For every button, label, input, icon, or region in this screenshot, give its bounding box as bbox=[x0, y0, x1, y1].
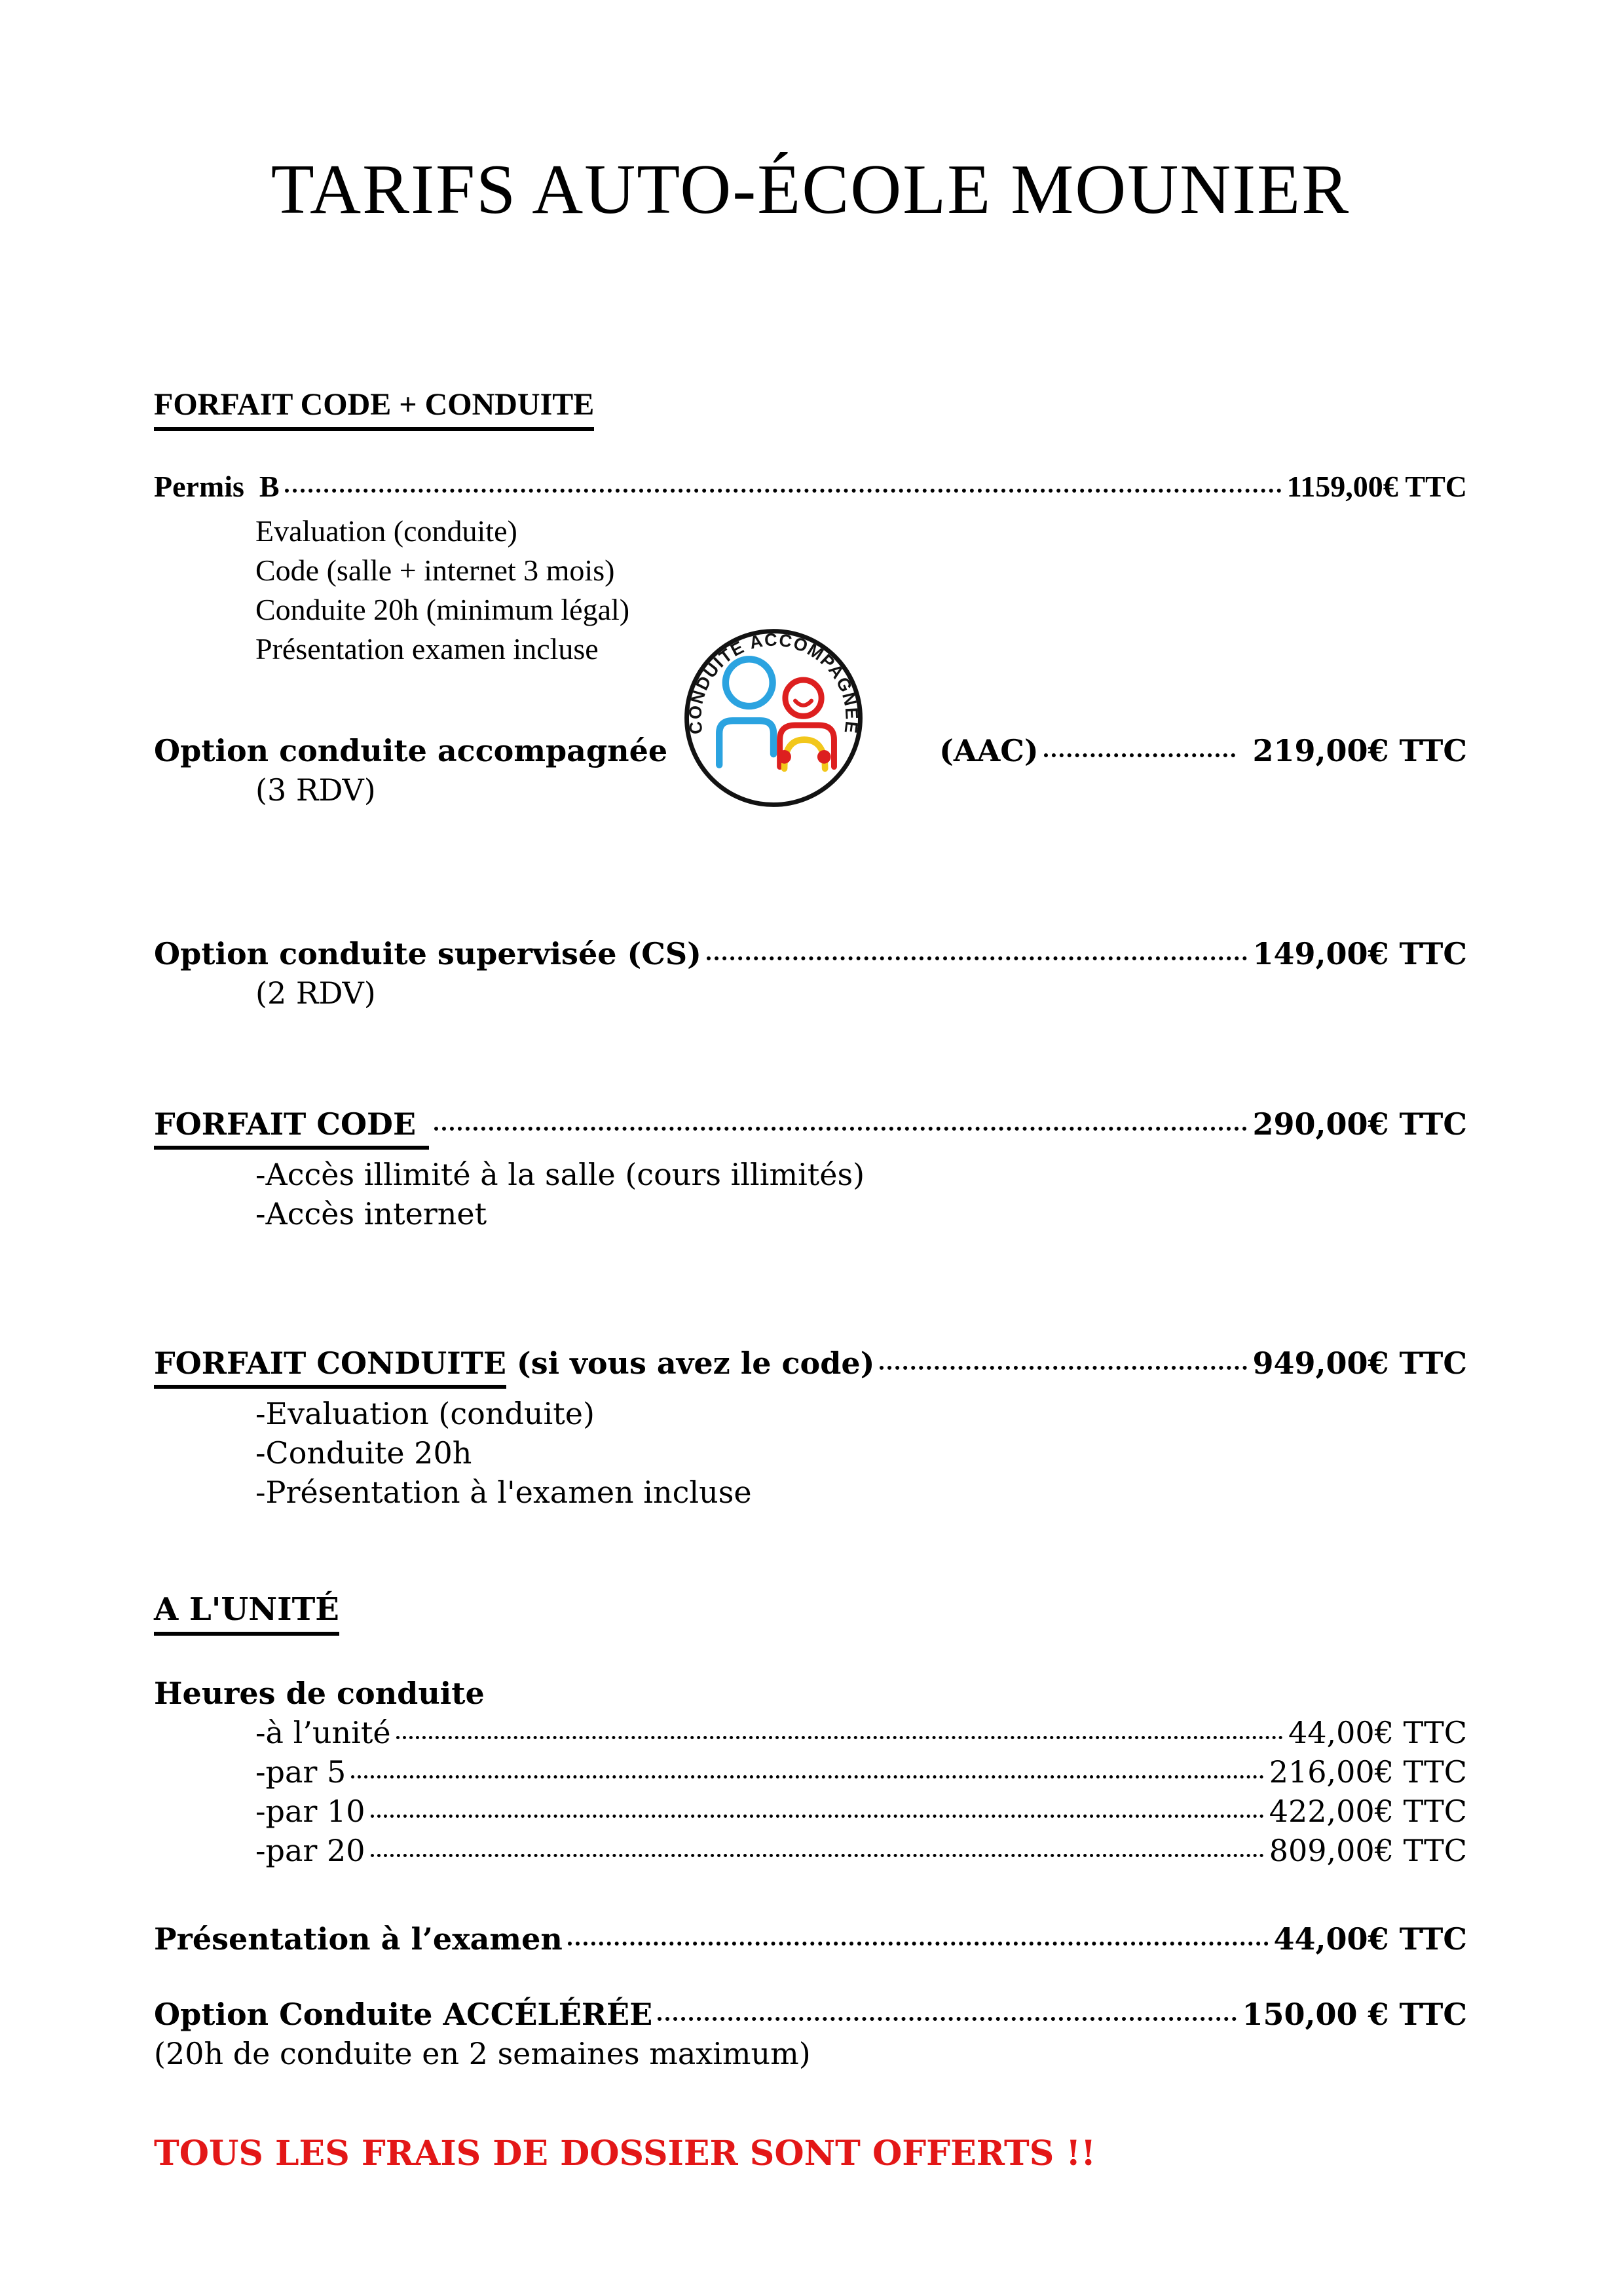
hand-dot-left bbox=[777, 750, 791, 764]
price-value: 422,00€ TTC bbox=[1269, 1794, 1467, 1829]
price-line-label-suffix: (si vous avez le code) bbox=[506, 1346, 875, 1381]
price-line-label: -à l’unité bbox=[255, 1715, 391, 1750]
price-line-par-10 bbox=[154, 1792, 1467, 1831]
price-value: 219,00€ TTC bbox=[1252, 733, 1467, 768]
price-line-label: Présentation à l’examen bbox=[154, 1921, 563, 1957]
dot-leader bbox=[658, 2017, 1237, 2021]
note-text: (20h de conduite en 2 semaines maximum) bbox=[154, 2036, 811, 2071]
aac-suffix: (AAC) bbox=[939, 733, 1039, 768]
price-value: 809,00€ TTC bbox=[1269, 1833, 1467, 1868]
list-item: -Conduite 20h bbox=[255, 1435, 472, 1471]
list-item: -Accès illimité à la salle (cours illimités) bbox=[255, 1157, 865, 1192]
dot-leader bbox=[371, 1854, 1264, 1857]
price-line-unite bbox=[154, 1713, 1467, 1752]
price-line-par-20 bbox=[154, 1831, 1467, 1870]
subheading-heures-de-conduite: Heures de conduite bbox=[154, 1676, 485, 1711]
list-item: Conduite 20h (minimum légal) bbox=[255, 593, 630, 626]
price-value: 1159,00€ TTC bbox=[1286, 470, 1467, 503]
page-title: TARIFS AUTO-ÉCOLE MOUNIER bbox=[270, 151, 1351, 229]
footer-highlight: TOUS LES FRAIS DE DOSSIER SONT OFFERTS !! bbox=[154, 2134, 1096, 2174]
dot-leader bbox=[434, 1127, 1247, 1131]
dot-leader bbox=[396, 1736, 1283, 1739]
note-rdv: (2 RDV) bbox=[255, 975, 376, 1011]
dot-leader bbox=[880, 1366, 1247, 1370]
price-line-label: Option conduite supervisée (CS) bbox=[154, 936, 701, 971]
price-line-presentation-examen bbox=[154, 1919, 1467, 1959]
section-heading-a-l-unite bbox=[154, 1589, 1467, 1636]
dot-leader bbox=[285, 489, 1282, 493]
hand-dot-right bbox=[817, 750, 831, 764]
price-line-forfait-conduite bbox=[154, 1344, 1467, 1389]
price-value: 216,00€ TTC bbox=[1269, 1754, 1467, 1790]
list-item: Code (salle + internet 3 mois) bbox=[255, 554, 615, 587]
price-line-label: Option Conduite ACCÉLÉRÉE bbox=[154, 1997, 653, 2032]
list-item: -Présentation à l'examen incluse bbox=[255, 1475, 752, 1510]
price-line-label: FORFAIT CONDUITE bbox=[154, 1344, 506, 1389]
dot-leader bbox=[371, 1815, 1264, 1818]
dot-leader bbox=[568, 1942, 1269, 1946]
logo-arc-text: CONDUITE ACCOMPAGNÉE bbox=[685, 630, 862, 736]
conduite-accompagnee-logo bbox=[683, 628, 864, 808]
price-line-label: Permis B bbox=[154, 470, 280, 503]
price-line-conduite-acceleree bbox=[154, 1995, 1467, 2034]
price-line-permis-b bbox=[154, 467, 1467, 506]
price-line-label: -par 10 bbox=[255, 1794, 365, 1829]
price-value: 149,00€ TTC bbox=[1252, 936, 1467, 971]
list-item: -Accès internet bbox=[255, 1196, 487, 1232]
section-heading-forfait-code-conduite bbox=[154, 385, 1467, 431]
note-acceleree bbox=[154, 2034, 1467, 2073]
price-line-label: -par 20 bbox=[255, 1833, 365, 1868]
section-heading-text: FORFAIT CODE + CONDUITE bbox=[154, 385, 594, 431]
price-line-label: Option conduite accompagnée bbox=[154, 733, 668, 768]
price-value: 44,00€ TTC bbox=[1288, 1715, 1467, 1750]
note-rdv: (3 RDV) bbox=[255, 772, 376, 808]
list-item: Evaluation (conduite) bbox=[255, 514, 517, 548]
list-item: Présentation examen incluse bbox=[255, 632, 599, 666]
price-line-label: -par 5 bbox=[255, 1754, 346, 1790]
section-heading-text: A L'UNITÉ bbox=[154, 1589, 339, 1636]
price-value: 150,00 € TTC bbox=[1242, 1997, 1467, 2032]
price-line-label: FORFAIT CODE bbox=[154, 1104, 429, 1150]
list-item: -Evaluation (conduite) bbox=[255, 1396, 595, 1431]
price-line-option-supervisee bbox=[154, 934, 1467, 973]
price-value: 949,00€ TTC bbox=[1252, 1346, 1467, 1381]
price-value: 290,00€ TTC bbox=[1252, 1106, 1467, 1142]
price-value: 44,00€ TTC bbox=[1273, 1921, 1467, 1957]
price-line-par-5 bbox=[154, 1752, 1467, 1792]
price-line-forfait-code bbox=[154, 1104, 1467, 1150]
dot-leader bbox=[1044, 753, 1236, 757]
dot-leader bbox=[707, 956, 1248, 960]
dot-leader bbox=[351, 1775, 1263, 1778]
